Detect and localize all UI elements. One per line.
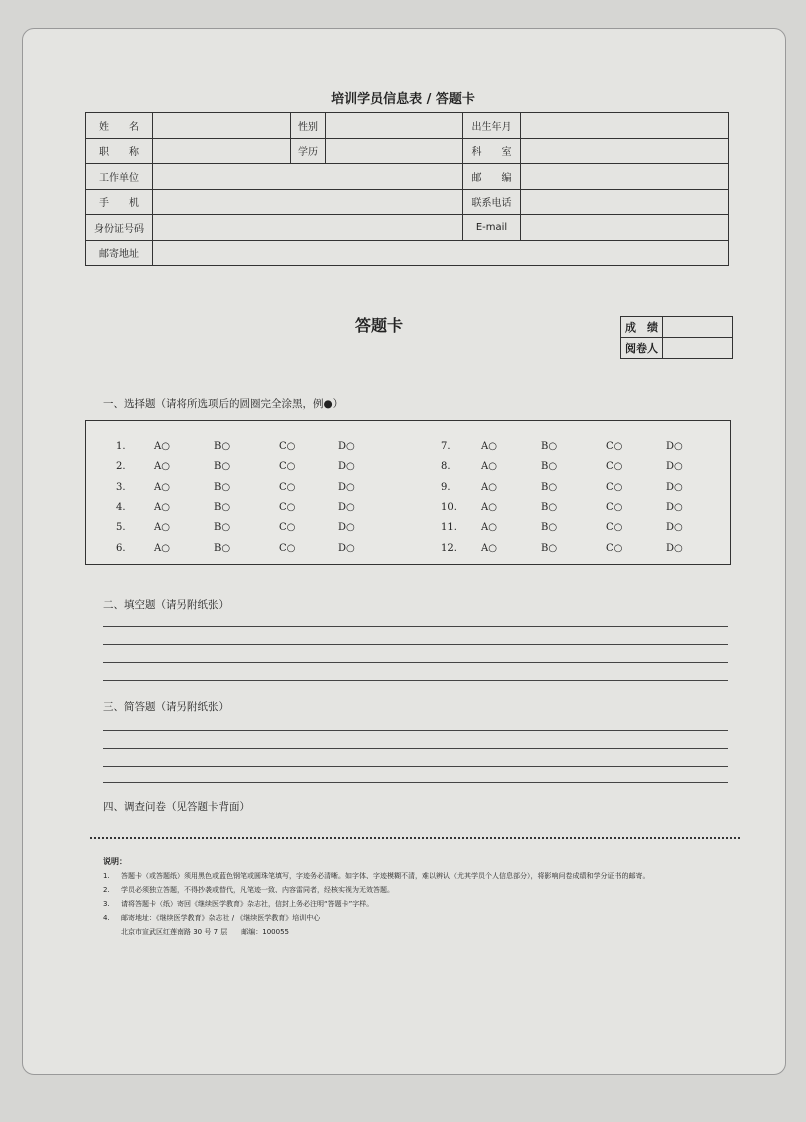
answer-option[interactable]: C○ xyxy=(606,522,623,534)
instruction-item xyxy=(103,869,650,883)
field-label: 学历 xyxy=(291,138,326,164)
field-label: 邮 编 xyxy=(463,164,521,190)
field-input[interactable] xyxy=(521,189,729,215)
question-number: 5. xyxy=(116,522,126,534)
answer-option[interactable]: D○ xyxy=(338,501,355,513)
answer-option[interactable]: D○ xyxy=(338,461,355,473)
answer-option[interactable]: A○ xyxy=(154,522,170,534)
question-number: 6. xyxy=(116,542,126,554)
field-label: 工作单位 xyxy=(86,164,153,190)
answer-option[interactable]: A○ xyxy=(481,461,497,473)
score-field[interactable] xyxy=(663,317,733,338)
field-input[interactable] xyxy=(153,138,291,164)
field-label: 姓 名 xyxy=(86,113,153,139)
question-number: 1. xyxy=(116,441,126,452)
answer-option[interactable]: A○ xyxy=(481,542,497,554)
grader-label: 阅卷人 xyxy=(621,338,663,359)
answer-option[interactable]: A○ xyxy=(154,441,170,452)
answer-option[interactable]: C○ xyxy=(279,542,296,554)
answer-option[interactable]: C○ xyxy=(279,441,296,452)
answer-option[interactable]: A○ xyxy=(481,522,497,534)
answer-option[interactable]: D○ xyxy=(666,441,683,452)
question-number: 3. xyxy=(116,481,126,493)
field-input[interactable] xyxy=(521,215,729,241)
answer-option[interactable]: B○ xyxy=(214,522,231,534)
answer-option[interactable]: C○ xyxy=(279,522,296,534)
question-number: 12. xyxy=(441,542,457,554)
instructions-heading: 说明： xyxy=(103,857,127,866)
question-number: 9. xyxy=(441,481,451,493)
instruction-number: 3. xyxy=(103,900,110,908)
score-label: 成 绩 xyxy=(621,317,663,338)
instruction-number: 1. xyxy=(103,872,110,880)
answer-line xyxy=(103,782,728,783)
field-label: 联系电话 xyxy=(463,189,521,215)
info-row xyxy=(86,215,729,241)
score-box xyxy=(620,316,733,359)
mailing-address: 北京市宣武区红莲南路 30 号 7 层 邮编：100055 xyxy=(121,928,289,936)
answer-option[interactable]: B○ xyxy=(541,522,558,534)
answer-option[interactable]: B○ xyxy=(214,481,231,493)
instruction-text: 答题卡（或答题纸）须用黑色或蓝色钢笔或圆珠笔填写，字迹务必清晰。如字体、字迹模糊不清，难以辨认（尤其学员个人信息部分），将影响问卷成绩和学分证书的邮寄。 xyxy=(121,872,650,880)
answer-option[interactable]: D○ xyxy=(666,522,683,534)
form-title: 培训学员信息表 / 答题卡 xyxy=(331,92,475,107)
section-multiple-choice-heading: 一、选择题（请将所选项后的圆圈完全涂黑，例●） xyxy=(103,398,344,410)
answer-option[interactable]: A○ xyxy=(154,461,170,473)
answer-option[interactable]: B○ xyxy=(541,542,558,554)
instruction-item xyxy=(103,911,650,925)
answer-option[interactable]: C○ xyxy=(606,481,623,493)
answer-option[interactable]: A○ xyxy=(481,481,497,493)
info-row xyxy=(86,240,729,266)
answer-card-title: 答题卡 xyxy=(355,316,404,335)
field-input[interactable] xyxy=(326,138,463,164)
field-input[interactable] xyxy=(153,215,463,241)
answer-option[interactable]: B○ xyxy=(214,542,231,554)
answer-option[interactable]: A○ xyxy=(154,542,170,554)
answer-option[interactable]: D○ xyxy=(666,542,683,554)
instruction-number: 2. xyxy=(103,886,110,894)
answer-option[interactable]: C○ xyxy=(606,501,623,513)
answer-option[interactable]: D○ xyxy=(666,481,683,493)
info-row xyxy=(86,113,729,139)
instruction-item xyxy=(103,897,650,911)
instruction-text: 邮寄地址：《继续医学教育》杂志社 / 《继续医学教育》培训中心 xyxy=(121,914,321,922)
answer-option[interactable]: A○ xyxy=(481,501,497,513)
question-number: 4. xyxy=(116,501,126,513)
instruction-text: 学员必须独立答题，不得抄袭或替代，凡笔迹一致、内容雷同者，经核实视为无效答题。 xyxy=(121,886,394,894)
info-row xyxy=(86,164,729,190)
answer-option[interactable]: D○ xyxy=(666,501,683,513)
answer-option[interactable]: B○ xyxy=(214,441,231,452)
instruction-number: 4. xyxy=(103,914,110,922)
answer-option[interactable]: A○ xyxy=(154,481,170,493)
instruction-text: 请将答题卡（纸）寄回《继续医学教育》杂志社，信封上务必注明“答题卡”字样。 xyxy=(121,900,374,908)
field-label: 邮寄地址 xyxy=(86,240,153,266)
question-number: 2. xyxy=(116,461,126,473)
answer-option[interactable]: B○ xyxy=(541,481,558,493)
answer-option[interactable]: B○ xyxy=(541,461,558,473)
answer-option[interactable]: B○ xyxy=(541,441,558,452)
answer-line xyxy=(103,644,728,645)
answer-option[interactable]: A○ xyxy=(154,501,170,513)
answer-option[interactable]: C○ xyxy=(279,461,296,473)
field-label: 职 称 xyxy=(86,138,153,164)
cut-line xyxy=(90,837,740,839)
info-row xyxy=(86,138,729,164)
answer-option[interactable]: C○ xyxy=(279,481,296,493)
field-input[interactable] xyxy=(521,164,729,190)
answer-option[interactable]: B○ xyxy=(214,501,231,513)
field-label: 性别 xyxy=(291,113,326,139)
field-input[interactable] xyxy=(521,138,729,164)
choice-answer-box xyxy=(85,420,731,565)
answer-line xyxy=(103,626,728,627)
answer-option[interactable]: D○ xyxy=(338,522,355,534)
field-input[interactable] xyxy=(153,189,463,215)
field-input[interactable] xyxy=(153,113,291,139)
answer-line xyxy=(103,662,728,663)
answer-line xyxy=(103,766,728,767)
answer-option[interactable]: B○ xyxy=(541,501,558,513)
field-label: 身份证号码 xyxy=(86,215,153,241)
question-number: 7. xyxy=(441,441,451,452)
instruction-item xyxy=(103,883,650,897)
answer-option[interactable]: C○ xyxy=(606,441,623,452)
field-label: 科 室 xyxy=(463,138,521,164)
answer-line xyxy=(103,680,728,681)
field-input[interactable] xyxy=(326,113,463,139)
section-survey-heading: 四、调查问卷（见答题卡背面） xyxy=(103,801,250,813)
field-input[interactable] xyxy=(153,164,463,190)
answer-option[interactable]: C○ xyxy=(606,542,623,554)
answer-line xyxy=(103,730,728,731)
field-input[interactable] xyxy=(521,113,729,139)
info-row xyxy=(86,189,729,215)
answer-option[interactable]: B○ xyxy=(214,461,231,473)
field-label: E-mail xyxy=(463,215,521,241)
question-number: 8. xyxy=(441,461,451,473)
answer-option[interactable]: D○ xyxy=(338,481,355,493)
field-input[interactable] xyxy=(153,240,729,266)
field-label: 出生年月 xyxy=(463,113,521,139)
answer-option[interactable]: C○ xyxy=(279,501,296,513)
student-info-table xyxy=(85,112,729,266)
section-fill-blank-heading: 二、填空题（请另附纸张） xyxy=(103,599,229,611)
answer-option[interactable]: A○ xyxy=(481,441,497,452)
field-label: 手 机 xyxy=(86,189,153,215)
section-short-answer-heading: 三、简答题（请另附纸张） xyxy=(103,701,229,713)
question-number: 10. xyxy=(441,501,457,513)
answer-line xyxy=(103,748,728,749)
answer-option[interactable]: D○ xyxy=(666,461,683,473)
instructions xyxy=(103,855,650,939)
answer-option[interactable]: D○ xyxy=(338,542,355,554)
grader-field[interactable] xyxy=(663,338,733,359)
answer-option[interactable]: C○ xyxy=(606,461,623,473)
question-number: 11. xyxy=(441,522,457,534)
answer-option[interactable]: D○ xyxy=(338,441,355,452)
